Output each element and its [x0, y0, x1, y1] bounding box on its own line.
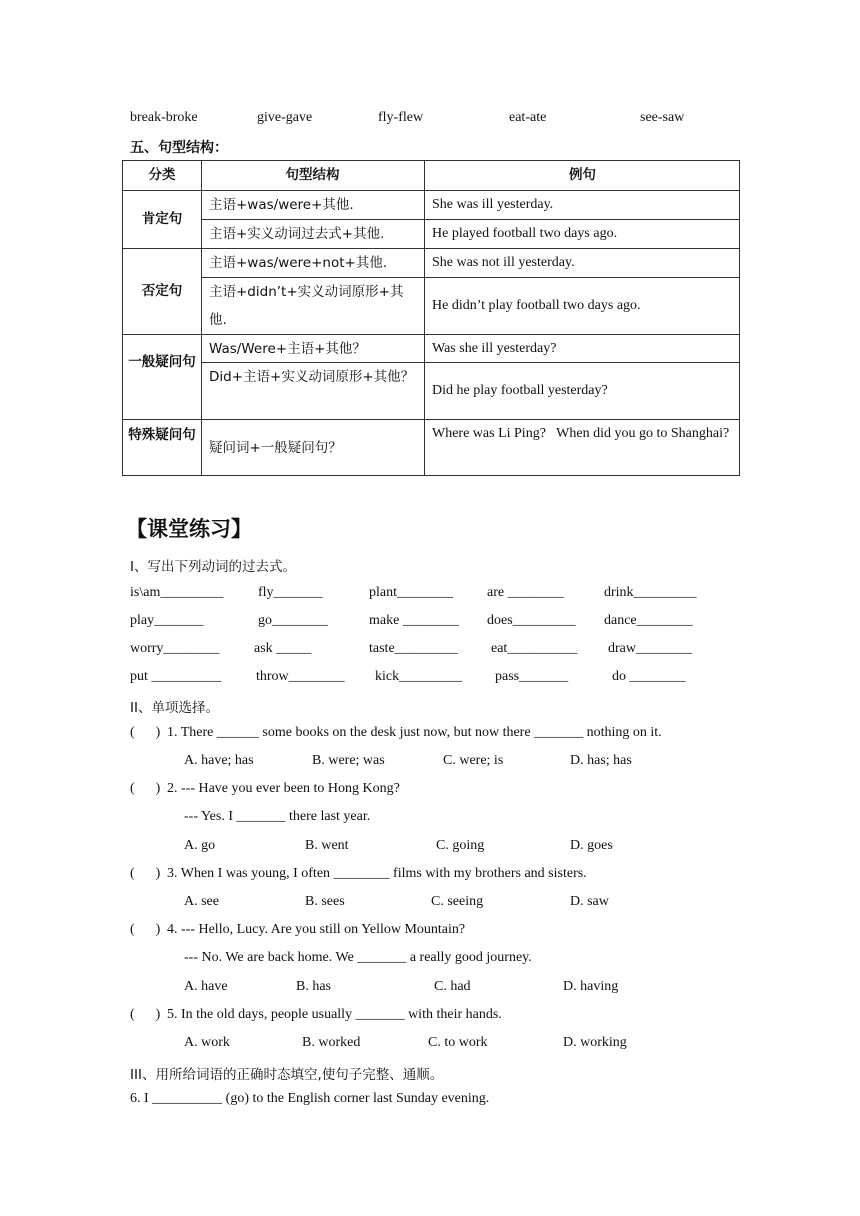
- sentence-structure-table: [122, 160, 740, 476]
- table-header: 例句: [569, 167, 596, 183]
- question-stem: 5. In the old days, people usually _______ with their hands.: [167, 1007, 502, 1022]
- verb-blank: eat__________: [491, 641, 578, 656]
- verb-pair: break-broke: [130, 110, 198, 125]
- verb-blank: does_________: [487, 613, 576, 628]
- verb-blank: taste_________: [369, 641, 458, 656]
- answer-bracket: ( ): [130, 866, 161, 881]
- table-structure: Did+主语+实义动词原形+其他？: [209, 369, 415, 385]
- table-category: 否定句: [141, 283, 183, 299]
- question-stem: 4. --- Hello, Lucy. Are you still on Yellow Mountain?: [167, 922, 466, 937]
- question-stem: 1. There ______ some books on the desk just now, but now there _______ nothing on it.: [167, 725, 662, 740]
- answer-bracket: ( ): [130, 922, 161, 937]
- section5-title: 五、句型结构：: [130, 140, 228, 156]
- answer-bracket: ( ): [130, 725, 161, 740]
- question-option: C. were; is: [443, 753, 504, 768]
- part2-title: II、单项选择。: [130, 700, 219, 716]
- verb-pair: give-gave: [257, 110, 313, 125]
- question-option: D. working: [563, 1035, 627, 1050]
- question-option: D. has; has: [570, 753, 632, 768]
- practice-title: 【课堂练习】: [126, 517, 252, 541]
- verb-pair: fly-flew: [378, 110, 424, 125]
- verb-blank: is\am_________: [130, 585, 224, 600]
- question-option: C. to work: [428, 1035, 488, 1050]
- question-option: D. saw: [570, 894, 609, 909]
- verb-blank: make ________: [369, 613, 459, 628]
- verb-blank: draw________: [608, 641, 692, 656]
- table-example: She was ill yesterday.: [432, 197, 554, 212]
- question-option: A. have: [184, 979, 228, 994]
- verb-blank: put __________: [130, 669, 222, 684]
- table-category: 一般疑问句: [128, 354, 196, 370]
- question-option: D. having: [563, 979, 619, 994]
- question-option: B. sees: [305, 894, 345, 909]
- table-example: He played football two days ago.: [432, 226, 618, 241]
- question-option: A. work: [184, 1035, 230, 1050]
- table-structure: 主语+was/were+not+其他.: [209, 255, 388, 271]
- question-stem: 2. --- Have you ever been to Hong Kong?: [167, 781, 400, 796]
- table-header: 分类: [148, 167, 176, 183]
- table-example: Was she ill yesterday?: [432, 341, 557, 356]
- verb-blank: fly_______: [258, 585, 323, 600]
- verb-blank: go________: [258, 613, 328, 628]
- answer-bracket: ( ): [130, 781, 161, 796]
- question-option: C. had: [434, 979, 471, 994]
- verb-pair: eat-ate: [509, 110, 547, 125]
- verb-blank: dance________: [604, 613, 693, 628]
- question-option: B. were; was: [312, 753, 385, 768]
- verb-blank: pass_______: [495, 669, 569, 684]
- question-dialogue: --- Yes. I _______ there last year.: [184, 809, 371, 824]
- verb-blank: worry________: [130, 641, 220, 656]
- verb-pair: see-saw: [640, 110, 685, 125]
- question-option: D. goes: [570, 838, 613, 853]
- part1-title: I、写出下列动词的过去式。: [130, 559, 296, 575]
- verb-blank: throw________: [256, 669, 345, 684]
- part3-title: III、用所给词语的正确时态填空,使句子完整、通顺。: [130, 1067, 444, 1083]
- question-option: A. go: [184, 838, 216, 853]
- question-option: C. seeing: [431, 894, 484, 909]
- table-header: 句型结构: [285, 167, 340, 183]
- verb-blank: do ________: [612, 669, 686, 684]
- table-structure: 主语+实义动词过去式+其他.: [209, 226, 385, 242]
- question-dialogue: --- No. We are back home. We _______ a really good journey.: [184, 950, 532, 965]
- table-structure: Was/Were+主语+其他？: [209, 341, 366, 357]
- table-category: 肯定句: [141, 211, 183, 227]
- question-option: A. see: [184, 894, 219, 909]
- verb-blank: play_______: [130, 613, 204, 628]
- question-option: B. went: [305, 838, 349, 853]
- table-structure: 主语+was/were+其他.: [209, 197, 354, 213]
- question-option: C. going: [436, 838, 485, 853]
- verb-blank: ask _____: [254, 641, 312, 656]
- verb-blank: drink_________: [604, 585, 697, 600]
- table-example: Did he play football yesterday?: [432, 383, 608, 398]
- table-structure: 主语+didn’t+实义动词原形+其他.: [209, 284, 404, 328]
- answer-bracket: ( ): [130, 1007, 161, 1022]
- table-example: He didn’t play football two days ago.: [432, 298, 641, 313]
- verb-blank: are ________: [487, 585, 564, 600]
- question-option: B. has: [296, 979, 331, 994]
- question-option: B. worked: [302, 1035, 361, 1050]
- table-category: 特殊疑问句: [128, 427, 196, 443]
- table-example: Where was Li Ping? When did you go to Shanghai?: [432, 426, 730, 441]
- fill-question: 6. I __________ (go) to the English corner last Sunday evening.: [130, 1091, 490, 1106]
- table-structure: 疑问词+一般疑问句？: [209, 440, 342, 456]
- question-option: A. have; has: [184, 753, 254, 768]
- table-example: She was not ill yesterday.: [432, 255, 575, 270]
- verb-blank: plant________: [369, 585, 453, 600]
- verb-blank: kick_________: [375, 669, 463, 684]
- question-stem: 3. When I was young, I often ________ films with my brothers and sisters.: [167, 866, 587, 881]
